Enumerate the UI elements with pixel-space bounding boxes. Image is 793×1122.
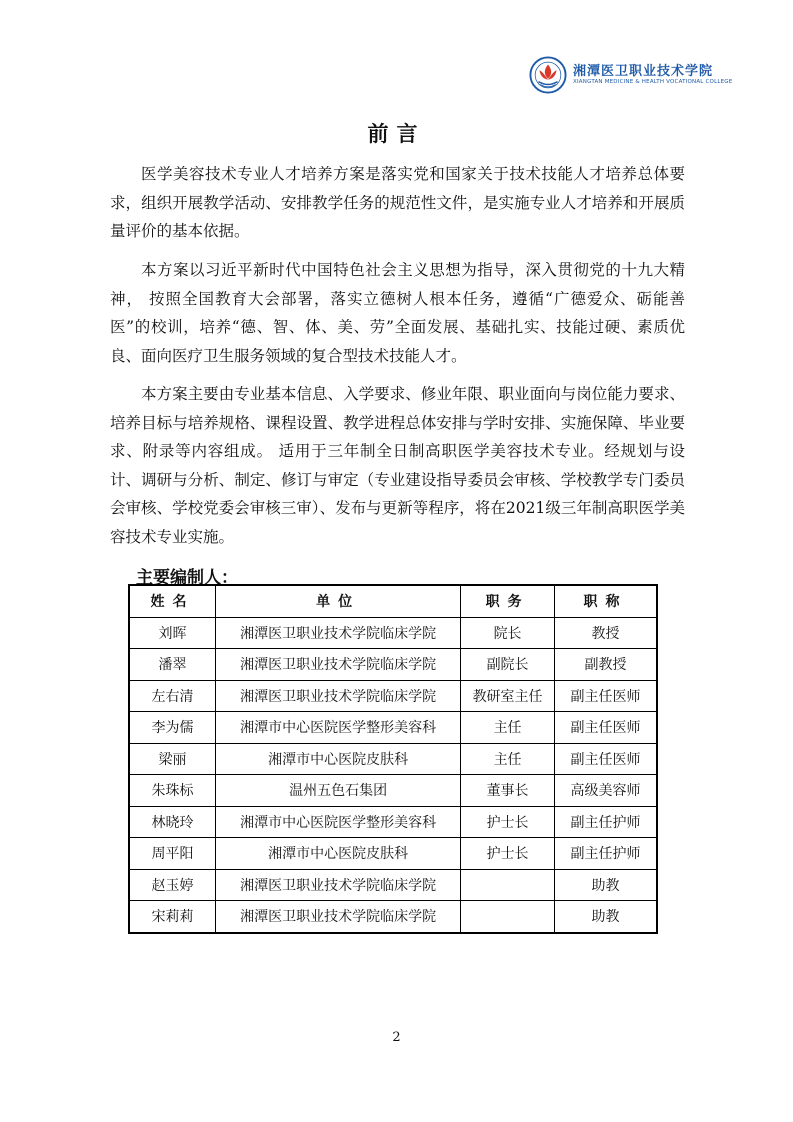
table-row — [129, 838, 657, 870]
cell-unit: 湘潭医卫职业技术学院临床学院 — [215, 901, 460, 933]
cell-title: 助教 — [554, 869, 657, 901]
table-row — [129, 649, 657, 681]
table-row — [129, 712, 657, 744]
page-header — [0, 0, 793, 100]
college-logo — [529, 56, 567, 94]
cell-title: 教授 — [554, 617, 657, 649]
table-row — [129, 743, 657, 775]
page-number: 2 — [392, 1030, 401, 1045]
cell-position: 主任 — [461, 743, 555, 775]
guiding-paragraph: 本方案以习近平新时代中国特色社会主义思想为指导，深入贯彻党的十九大精神， 按照全国教育大会部署，落实立德树人根本任务，遵循“广德爱众、砺能善医”的校训，培养“德、智、体、美、劳”全面发展、基础扎实、技能过硬、素质优良、面向医疗卫生服务领域的复合型技术技能人才。 — [110, 261, 685, 365]
cell-title: 副主任医师 — [554, 712, 657, 744]
cell-name: 左右清 — [129, 680, 215, 712]
school-name-english: XIANGTAN MEDICINE & HEALTH VOCATIONAL COLLEGE — [573, 79, 733, 85]
cell-position: 董事长 — [461, 775, 555, 807]
cell-name: 潘翠 — [129, 649, 215, 681]
cell-position: 教研室主任 — [461, 680, 555, 712]
cell-name: 朱珠标 — [129, 775, 215, 807]
cell-title: 助教 — [554, 901, 657, 933]
cell-unit: 湘潭医卫职业技术学院临床学院 — [215, 617, 460, 649]
cell-title: 副主任护师 — [554, 806, 657, 838]
cell-name: 赵玉婷 — [129, 869, 215, 901]
header-name: 姓名 — [129, 585, 215, 617]
cell-name: 周平阳 — [129, 838, 215, 870]
cell-title: 副教授 — [554, 649, 657, 681]
cell-position — [461, 901, 555, 933]
school-name: 湘潭医卫职业技术学院 — [573, 64, 714, 79]
staff-section-title: 主要编制人： — [136, 568, 238, 588]
cell-name: 梁丽 — [129, 743, 215, 775]
contents-paragraph: 本方案主要由专业基本信息、入学要求、修业年限、职业面向与岗位能力要求、培养目标与培养规格、课程设置、教学进程总体安排与学时安排、实施保障、毕业要求、附录等内容组成。 适用于三年制全日制高职医学美容技术专业。经规划与设计、调研与分析、制定、修订与审定（专业建设指导委员会审核、学校教学专门委员会审核、学校党委会审核三审）、发布与更新等程序，将在2021级三年制高职医学美容技术专业实施。 — [110, 385, 685, 546]
cell-unit: 温州五色石集团 — [215, 775, 460, 807]
cell-position: 护士长 — [461, 806, 555, 838]
table-row — [129, 806, 657, 838]
cell-unit: 湘潭市中心医院皮肤科 — [215, 743, 460, 775]
staff-table — [128, 584, 658, 934]
intro-paragraph: 医学美容技术专业人才培养方案是落实党和国家关于技术技能人才培养总体要求，组织开展教学活动、安排教学任务的规范性文件，是实施专业人才培养和开展质量评价的基本依据。 — [110, 165, 685, 240]
cell-position: 主任 — [461, 712, 555, 744]
table-header-row — [129, 585, 657, 617]
cell-position: 院长 — [461, 617, 555, 649]
cell-unit: 湘潭市中心医院医学整形美容科 — [215, 806, 460, 838]
cell-title: 高级美容师 — [554, 775, 657, 807]
cell-unit: 湘潭市中心医院医学整形美容科 — [215, 712, 460, 744]
cell-unit: 湘潭医卫职业技术学院临床学院 — [215, 680, 460, 712]
cell-position — [461, 869, 555, 901]
page-title: 前言 — [367, 122, 426, 146]
cell-unit: 湘潭市中心医院皮肤科 — [215, 838, 460, 870]
cell-title: 副主任医师 — [554, 743, 657, 775]
cell-position: 护士长 — [461, 838, 555, 870]
cell-title: 副主任医师 — [554, 680, 657, 712]
cell-name: 林晓玲 — [129, 806, 215, 838]
table-row — [129, 680, 657, 712]
header-unit: 单位 — [215, 585, 460, 617]
header-title: 职称 — [554, 585, 657, 617]
cell-name: 宋莉莉 — [129, 901, 215, 933]
cell-name: 刘晖 — [129, 617, 215, 649]
table-row — [129, 617, 657, 649]
cell-unit: 湘潭医卫职业技术学院临床学院 — [215, 649, 460, 681]
table-row — [129, 869, 657, 901]
cell-unit: 湘潭医卫职业技术学院临床学院 — [215, 869, 460, 901]
header-position: 职务 — [461, 585, 555, 617]
cell-title: 副主任护师 — [554, 838, 657, 870]
table-row — [129, 775, 657, 807]
table-row — [129, 901, 657, 933]
cell-position: 副院长 — [461, 649, 555, 681]
cell-name: 李为儒 — [129, 712, 215, 744]
